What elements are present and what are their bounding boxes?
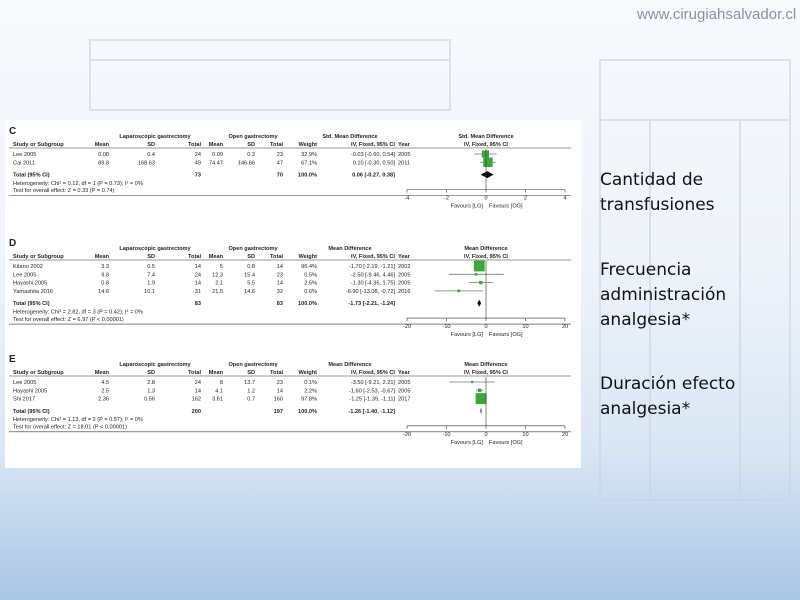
study-square — [478, 389, 481, 392]
study-square — [479, 281, 482, 284]
table-cell: 97.8% — [301, 396, 317, 403]
column-header: SD — [247, 370, 255, 376]
study-square — [475, 273, 478, 276]
table-cell: 168.63 — [137, 160, 155, 167]
plot-title: Mean Difference — [464, 362, 508, 368]
table-cell: 4.1 — [215, 388, 223, 395]
table-cell: 23 — [276, 272, 283, 279]
column-header: Weight — [298, 370, 317, 376]
table-cell: 10.1 — [144, 288, 155, 295]
x-tick-label: 0 — [484, 431, 488, 438]
total-cell: 83 — [194, 301, 201, 308]
table-cell: 146.66 — [237, 160, 255, 167]
table-cell: 2005 — [398, 280, 411, 287]
table-cell: 24 — [194, 380, 201, 386]
table-cell: 0.8 — [247, 264, 255, 270]
site-url: www.cirugiahsalvador.cl — [637, 6, 797, 23]
column-header: Mean — [94, 254, 109, 260]
study-square — [482, 150, 489, 157]
x-tick-label: 10 — [522, 431, 529, 438]
table-cell: 2.5% — [304, 280, 317, 287]
table-cell: 2002 — [398, 264, 411, 270]
header-lg: Laparoscopic gastrectomy — [119, 362, 191, 368]
table-cell: 23 — [276, 152, 283, 158]
table-cell: 14 — [194, 388, 201, 395]
x-tick-label: 20 — [561, 431, 569, 438]
plot-title: Std. Mean Difference — [458, 134, 514, 140]
favours-right: Favours [OG] — [489, 439, 523, 446]
table-cell: 2005 — [398, 380, 411, 386]
table-cell: 4.5 — [101, 380, 109, 386]
table-cell: 14 — [194, 280, 201, 287]
total-cell: Total (95% CI) — [13, 172, 50, 179]
column-header: Total — [188, 370, 201, 376]
label-analgesia-duration: Duración efecto analgesia* — [600, 374, 736, 419]
panel-label: E — [9, 354, 16, 365]
table-cell: 0.5% — [304, 272, 317, 279]
table-cell: 1.2 — [247, 388, 255, 395]
table-cell: 2017 — [398, 396, 411, 403]
column-header: Mean — [94, 142, 109, 148]
table-cell: -1.25 [-1.39, -1.11] — [349, 396, 395, 403]
table-cell: -1.60 [-2.53, -0.67] — [348, 388, 395, 395]
summary-diamond — [480, 407, 481, 414]
x-tick-label: 4 — [563, 195, 567, 202]
favours-left: Favours [LG] — [450, 203, 483, 210]
table-cell: -3.50 [-9.21, 2.21] — [350, 380, 395, 386]
x-tick-label: 0 — [484, 324, 488, 331]
table-cell: 2005 — [398, 388, 411, 395]
favours-left: Favours [LG] — [450, 439, 483, 446]
stats-note: Heterogeneity: Chi² = 2.82, df = 3 (P = 0.42); I² = 0% — [13, 309, 143, 316]
table-cell: 14.6 — [244, 288, 255, 295]
table-cell: 5 — [219, 264, 223, 270]
header-effect: Std. Mean Difference — [322, 134, 378, 140]
column-header: Total — [270, 254, 283, 260]
column-header: IV, Fixed, 95% CI — [351, 142, 395, 148]
header-og: Open gastrectomy — [228, 362, 278, 368]
column-header: Mean — [208, 254, 223, 260]
table-cell: 23 — [276, 380, 283, 386]
table-cell: Lee 2005 — [13, 380, 37, 386]
table-cell: 31 — [194, 288, 201, 295]
summary-diamond — [477, 300, 481, 307]
table-cell: 162 — [191, 396, 201, 403]
plot-title: Mean Difference — [464, 246, 508, 252]
table-cell: Lee 2005 — [13, 272, 37, 279]
column-header: SD — [147, 370, 155, 376]
table-cell: 67.1% — [301, 160, 317, 167]
header-og: Open gastrectomy — [228, 134, 278, 140]
total-cell: Total (95% CI) — [13, 301, 50, 308]
x-tick-label: 10 — [522, 324, 529, 331]
stats-note: Test for overall effect: Z = 18.01 (P < 0.00001) — [13, 424, 127, 431]
x-tick-label: 2 — [523, 195, 528, 202]
table-cell: 2005 — [398, 152, 411, 158]
total-cell: 200 — [191, 408, 201, 415]
column-header: Study or Subgroup — [13, 254, 64, 260]
plot-subtitle: IV, Fixed, 95% CI — [464, 254, 508, 260]
table-cell: Hayashi 2005 — [13, 280, 48, 287]
panel-label: D — [9, 238, 17, 249]
table-cell: -2.50 [-9.46, 4.46] — [350, 272, 395, 279]
favours-right: Favours [OG] — [489, 332, 523, 339]
table-cell: 7.4 — [147, 272, 155, 279]
header-lg: Laparoscopic gastrectomy — [119, 134, 191, 140]
table-cell: 24 — [194, 272, 201, 279]
column-header: Mean — [94, 370, 109, 376]
total-cell: 197 — [273, 408, 283, 415]
x-tick-label: -4 — [404, 195, 410, 202]
table-cell: 0.08 — [98, 152, 109, 158]
table-cell: Cai 2011 — [13, 160, 35, 167]
table-cell: Lee 2005 — [13, 152, 37, 158]
column-header: SD — [247, 142, 255, 148]
table-cell: -1.30 [-4.35, 1.75] — [350, 280, 395, 287]
x-tick-label: -2 — [444, 195, 449, 202]
table-cell: 2016 — [398, 288, 411, 295]
table-cell: 0.09 — [212, 152, 223, 158]
total-cell: 73 — [194, 172, 201, 179]
x-tick-label: 0 — [484, 195, 488, 202]
header-og: Open gastrectomy — [228, 246, 278, 252]
column-header: Total — [270, 370, 283, 376]
column-header: Weight — [298, 142, 317, 148]
column-header: Mean — [208, 370, 223, 376]
forest-plots-svg — [5, 120, 581, 468]
table-cell: 32 — [276, 288, 283, 295]
column-header: Year — [398, 254, 410, 260]
column-header: SD — [147, 254, 155, 260]
total-cell: 83 — [276, 301, 283, 308]
column-header: Mean — [208, 142, 223, 148]
column-header: Total — [188, 254, 201, 260]
favours-left: Favours [LG] — [450, 332, 483, 339]
stats-note: Test for overall effect: Z = 0.33 (P = 0.74) — [13, 188, 115, 195]
total-cell: 100.0% — [298, 172, 317, 179]
table-cell: 2.2% — [304, 388, 317, 395]
column-header: Study or Subgroup — [13, 142, 64, 148]
table-cell: 0.56 — [144, 396, 155, 403]
total-cell: 0.06 [-0.27, 0.38] — [352, 172, 395, 179]
table-cell: 2005 — [398, 272, 411, 279]
favours-right: Favours [OG] — [489, 203, 523, 210]
table-cell: 14 — [276, 264, 283, 270]
table-cell: 1.3 — [147, 388, 155, 395]
plot-subtitle: IV, Fixed, 95% CI — [464, 370, 508, 376]
total-cell: Total (95% CI) — [13, 408, 50, 415]
header-effect: Mean Difference — [328, 246, 372, 252]
forest-plots-panel — [5, 120, 581, 468]
table-cell: 9.8 — [101, 272, 109, 279]
column-header: SD — [247, 254, 255, 260]
table-cell: 49 — [194, 160, 201, 167]
panel-label: C — [9, 126, 17, 137]
stats-note: Heterogeneity: Chi² = 0.12, df = 1 (P = 0.73); I² = 0% — [13, 180, 143, 187]
x-tick-label: 20 — [561, 324, 569, 331]
table-cell: 0.7 — [247, 396, 255, 403]
table-cell: 3.3 — [101, 264, 109, 270]
total-cell: 100.0% — [298, 408, 317, 415]
table-cell: 14 — [276, 280, 283, 287]
column-header: SD — [147, 142, 155, 148]
table-cell: Hayashi 2005 — [13, 388, 48, 395]
table-cell: 0.4 — [147, 152, 155, 158]
table-cell: 24 — [194, 152, 201, 158]
total-cell: -1.26 [-1.40, -1.12] — [348, 408, 395, 415]
column-header: Year — [398, 142, 410, 148]
table-cell: 96.4% — [301, 264, 317, 270]
table-cell: 14 — [194, 264, 201, 270]
column-header: IV, Fixed, 95% CI — [351, 370, 395, 376]
table-cell: 5.5 — [247, 280, 255, 287]
x-tick-label: -20 — [402, 324, 412, 331]
study-square — [471, 381, 473, 383]
table-cell: 89.8 — [98, 160, 109, 167]
table-cell: 14.6 — [98, 288, 109, 295]
table-cell: Yamashita 2016 — [13, 288, 54, 295]
column-header: IV, Fixed, 95% CI — [351, 254, 395, 260]
table-cell: 2.36 — [98, 396, 109, 403]
table-cell: 2.1 — [215, 280, 223, 287]
table-cell: 47 — [276, 160, 283, 167]
total-cell: -1.73 [-2.21, -1.24] — [348, 301, 395, 308]
label-analgesia-frequency: Frecuencia administración analgesia* — [600, 260, 727, 330]
table-cell: 13.7 — [244, 380, 255, 386]
table-cell: 160 — [273, 396, 283, 403]
table-cell: 12.3 — [212, 272, 223, 279]
study-square — [457, 290, 460, 293]
x-tick-label: -10 — [442, 324, 451, 331]
study-square — [476, 393, 487, 404]
table-cell: 74.47 — [209, 160, 223, 167]
table-cell: 21.5 — [212, 288, 223, 295]
column-header: Total — [270, 142, 283, 148]
column-header: Total — [188, 142, 201, 148]
table-cell: 1.9 — [147, 280, 155, 287]
x-tick-label: -20 — [402, 431, 412, 438]
summary-diamond — [481, 171, 494, 178]
plot-subtitle: IV, Fixed, 95% CI — [464, 142, 508, 148]
table-cell: 15.4 — [244, 272, 255, 279]
table-cell: 0.10 [-0.30, 0.50] — [352, 160, 395, 167]
study-square — [474, 261, 485, 272]
column-header: Weight — [298, 254, 317, 260]
table-cell: 32.9% — [301, 152, 317, 158]
table-cell: 2.8 — [147, 380, 155, 386]
column-header: Year — [398, 370, 410, 376]
table-cell: 8 — [219, 380, 223, 386]
table-cell: Shi 2017 — [13, 396, 36, 403]
total-cell: 70 — [276, 172, 283, 179]
table-cell: -1.70 [-2.19, -1.21] — [348, 264, 395, 270]
x-tick-label: -10 — [442, 431, 451, 438]
table-cell: -0.03 [-0.60, 0.54] — [350, 152, 395, 158]
column-header: Study or Subgroup — [13, 370, 64, 376]
header-effect: Mean Difference — [328, 362, 372, 368]
table-cell: 3.61 — [212, 396, 223, 403]
label-transfusions: Cantidad de transfusiones — [600, 170, 715, 215]
study-square — [483, 158, 492, 167]
stats-note: Test for overall effect: Z = 6.97 (P < 0.00001) — [13, 316, 124, 323]
table-cell: Kitano 2002 — [13, 264, 43, 270]
header-lg: Laparoscopic gastrectomy — [119, 246, 191, 252]
table-cell: 0.6% — [304, 288, 317, 295]
table-cell: 0.5 — [147, 264, 155, 270]
table-cell: 14 — [276, 388, 283, 395]
table-cell: 0.8 — [101, 280, 109, 287]
table-cell: 2.5 — [101, 388, 109, 395]
table-cell: 0.3 — [247, 152, 255, 158]
table-cell: 2011 — [398, 160, 411, 167]
table-cell: -6.90 [-13.08, -0.72] — [345, 288, 395, 295]
total-cell: 100.0% — [298, 301, 317, 308]
stats-note: Heterogeneity: Chi² = 1.13, df = 2 (P = 0.57); I² = 0% — [13, 417, 143, 424]
table-cell: 0.1% — [304, 380, 317, 386]
